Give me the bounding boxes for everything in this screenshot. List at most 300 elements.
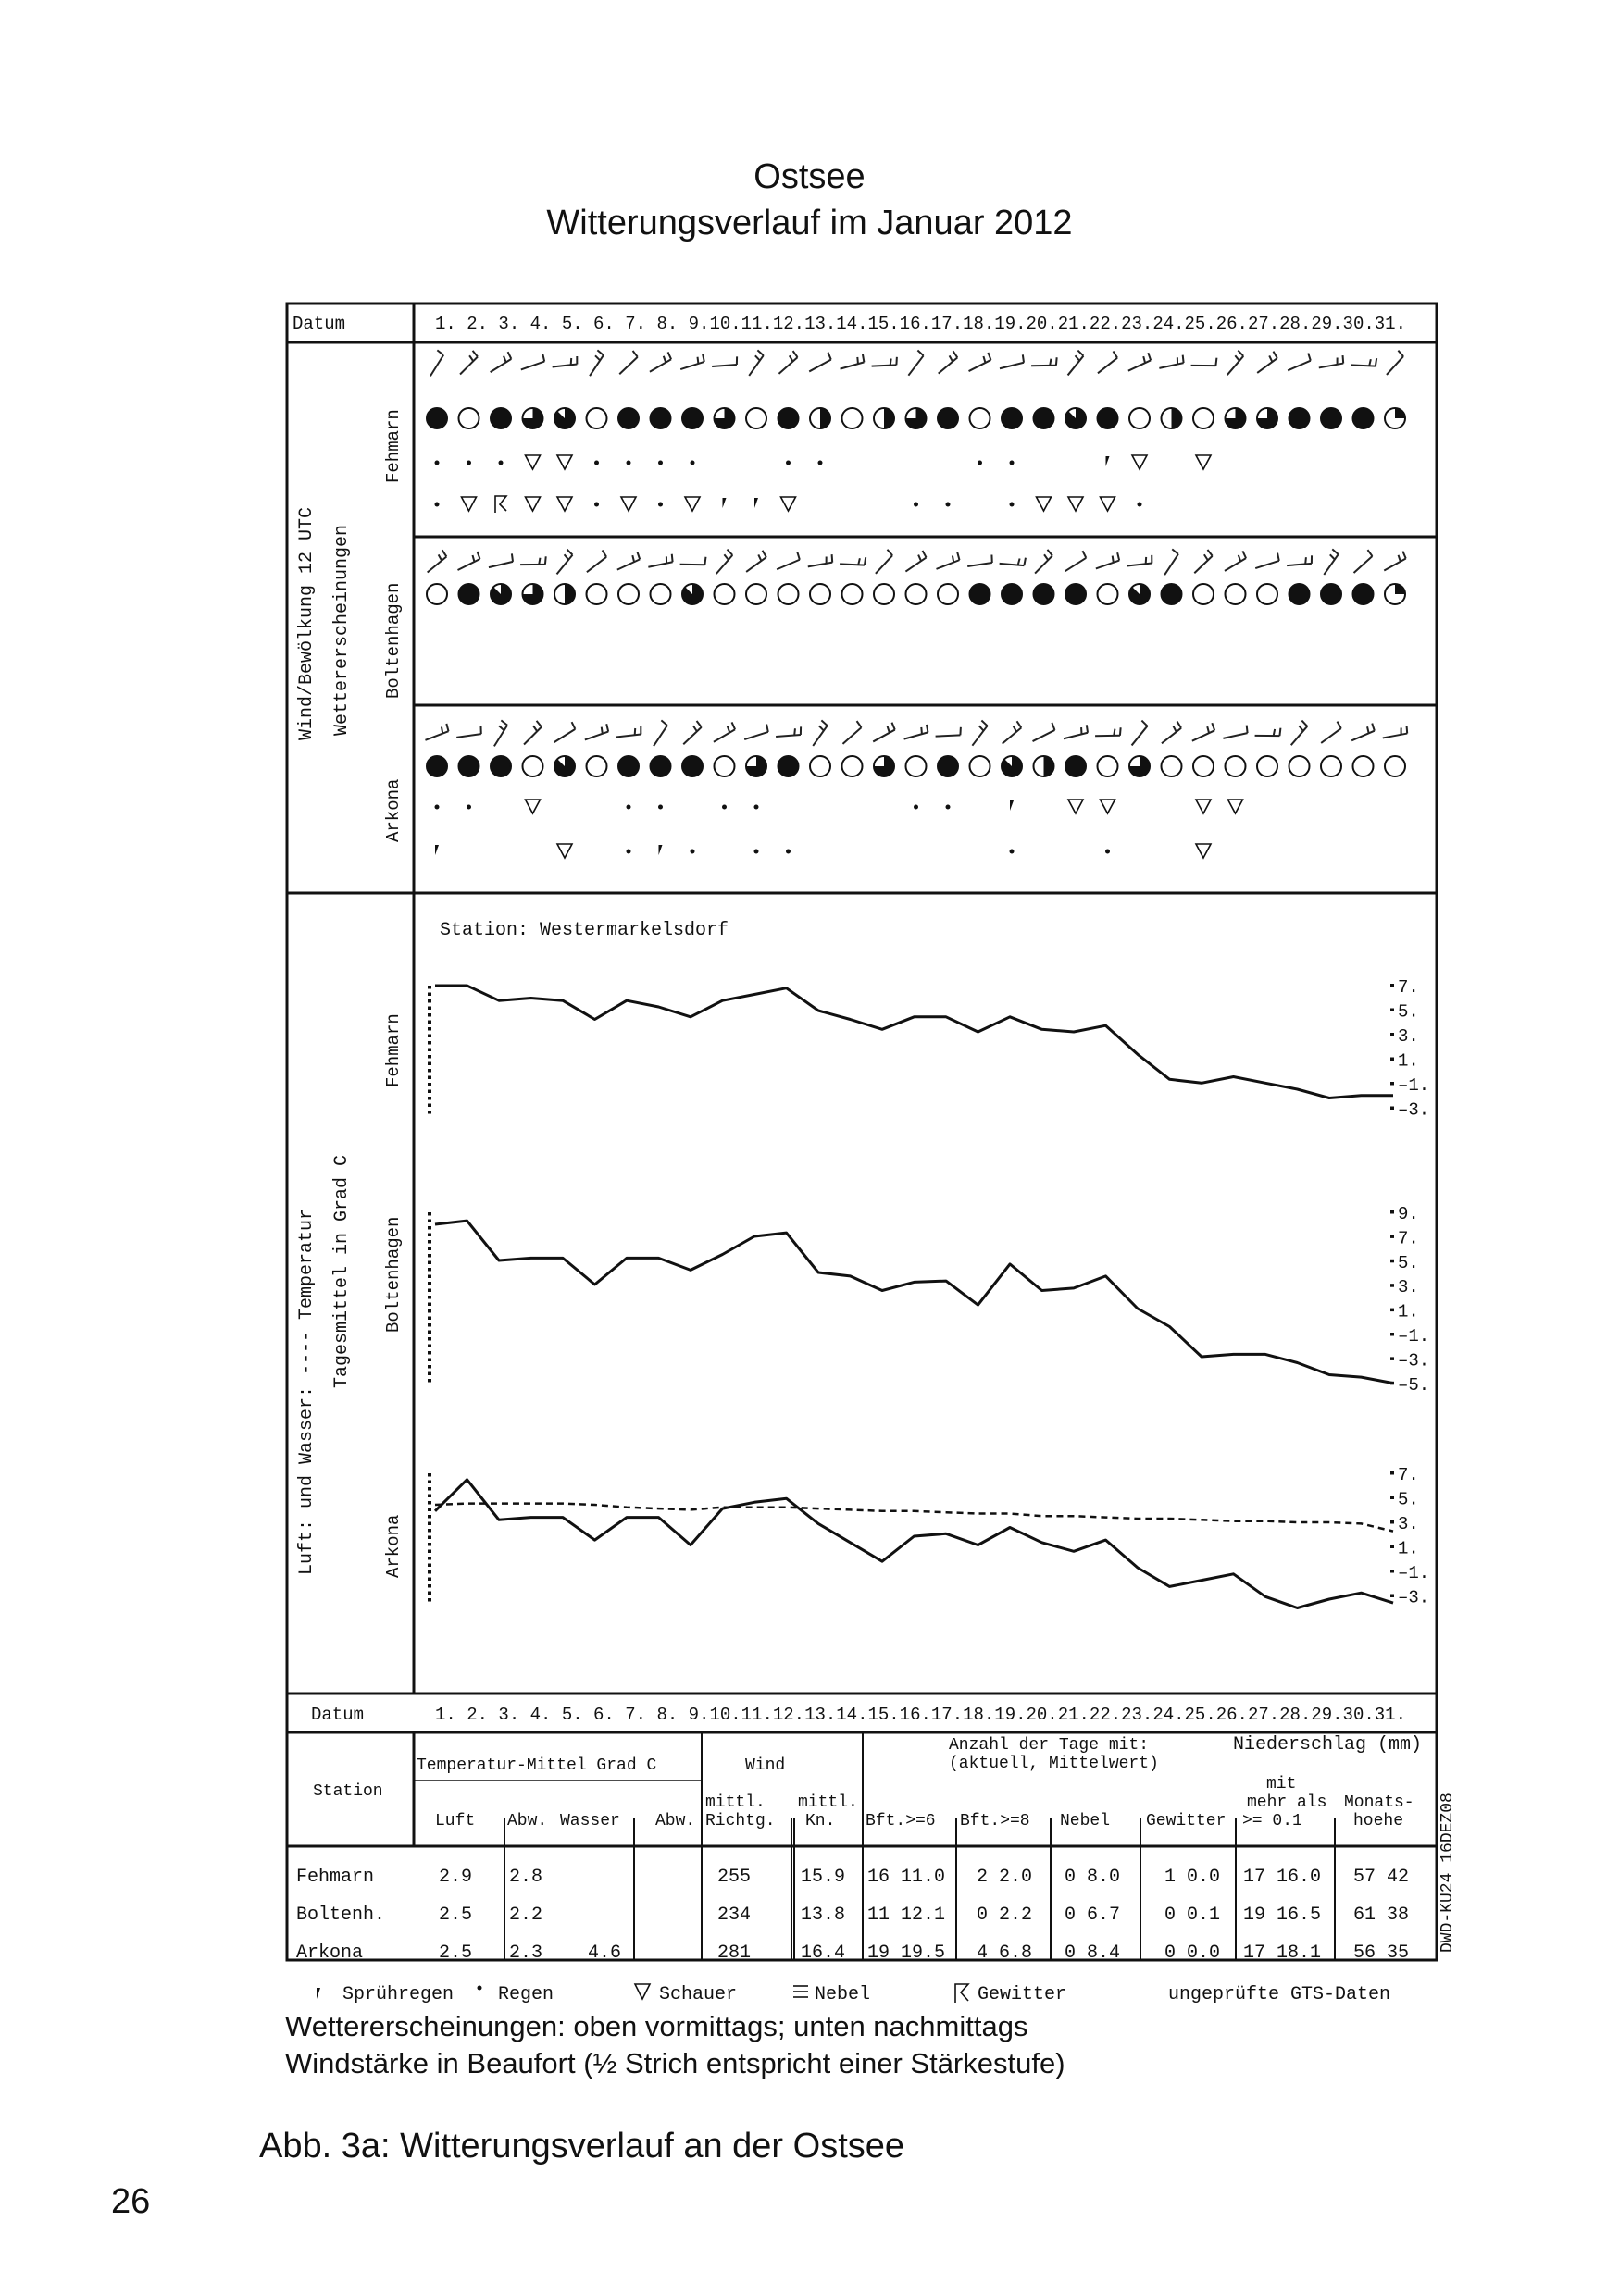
wind-barb [1191,349,1219,376]
cloud-cover-symbol [1129,408,1150,428]
summary-table [296,1732,1457,1964]
wind-barb [583,550,608,572]
cloud-cover-symbol [938,584,958,604]
cloud-cover-symbol [778,584,799,604]
cloud-cover-symbol [554,408,575,428]
cloud-cover-symbol [523,756,543,776]
row-kn: 15.9 [801,1867,846,1888]
row-mit: 17 16.0 [1243,1867,1322,1888]
scale-tick-left [428,1598,431,1602]
weather-symbol-shower [1196,844,1211,858]
weather-symbol-shower [526,800,541,813]
wind-barb [1000,351,1026,374]
weather-symbol-rain [946,805,951,810]
scale-tick-right [1390,1309,1394,1312]
hdr-station: Station [313,1782,383,1801]
weather-symbol-drizzle [659,845,663,855]
cloud-cover-symbol [554,756,575,776]
scale-tick-left [428,1212,431,1216]
weather-symbol-shower [462,497,477,511]
hdr-richtg-2: Richtg. [705,1812,776,1831]
wind-barb [425,722,449,742]
cloud-cover-symbol [427,584,447,604]
row-mit: 17 18.1 [1243,1942,1322,1964]
temperature-lines [428,977,1429,1608]
wind-barb [808,353,831,372]
wind-barb [1315,548,1344,575]
cloud-cover-symbol [1162,584,1182,604]
cloud-cover-symbol [970,408,990,428]
scale-tick-right [1390,1058,1394,1061]
cloud-cover-symbol [1065,756,1086,776]
cloud-cover-symbol [906,408,927,428]
wind-barb [1095,719,1123,745]
weather-symbol-drizzle [435,845,439,855]
row-monats: 56 35 [1353,1942,1410,1964]
wind-barb [840,548,868,575]
series-line-arkona-luft [435,1480,1393,1608]
cloud-cover-symbol [682,584,703,604]
cloud-cover-symbol [1098,584,1118,604]
scale-tick-left [428,1049,431,1052]
scale-tick-left [428,1365,431,1369]
scale-tick-left [428,1570,431,1574]
cloud-cover-symbol [1129,756,1150,776]
wind-barb [1349,549,1375,573]
scale-tick-right [1390,1545,1394,1549]
row-richtg: 281 [717,1942,752,1964]
thunder-icon [955,1984,968,2003]
scale-tick-right [1390,984,1394,987]
wind-barb [934,351,960,374]
wind-barb [456,720,483,745]
wind-barb [841,351,866,373]
hdr-mit-3: >= 0.1 [1242,1812,1302,1831]
wind-barb [743,550,768,572]
wind-barb [585,722,609,743]
scale-tick-left [428,1240,431,1244]
hdr-wasser: Wasser [560,1812,620,1831]
scale-tick-left [428,1550,431,1554]
datum-label-top: Datum [293,314,346,334]
scale-tick-left [428,1027,431,1031]
cloud-cover-symbol [842,408,863,428]
weather-symbols [435,455,1243,858]
cloud-cover-symbol [651,408,671,428]
cloud-cover-symbol [1257,756,1277,776]
row-nebel: 0 8.4 [1065,1942,1121,1964]
ytick-label: 3. [1398,1514,1419,1534]
wind-barb [455,350,481,375]
weather-symbol-shower [526,455,541,469]
cloud-symbols [427,408,1405,776]
shower-icon [635,1984,650,1999]
row-monats: 57 42 [1353,1867,1410,1888]
row-mit: 19 16.5 [1243,1905,1322,1926]
scale-tick-left [428,1481,431,1484]
cloud-cover-symbol [1002,408,1022,428]
cloud-cover-symbol [1034,756,1054,776]
wind-barb [1224,551,1247,571]
row-abw: 2.2 [509,1905,543,1926]
ytick-label: –5. [1398,1374,1430,1396]
cloud-cover-symbol [1321,408,1341,428]
wind-barb [553,722,577,742]
row-station: Arkona [296,1942,364,1964]
wind-barb [617,552,641,571]
cloud-cover-symbol [1065,584,1086,604]
cloud-cover-symbol [874,756,894,776]
cloud-cover-symbol [1098,408,1118,428]
scale-tick-left [428,1111,431,1114]
weather-symbol-rain [594,503,599,507]
days-row-top: 1. 2. 3. 4. 5. 6. 7. 8. 9.10.11.12.13.14.15.16.17.18.19.20.21.22.23.24.25.26.27.28.29.30.31. [435,314,1406,334]
wind-barb [1159,350,1185,373]
legend-fog: Nebel [815,1984,871,2005]
cloud-cover-symbol [618,756,639,776]
hdr-luft: Luft [435,1812,476,1831]
weather-symbol-rain [435,805,440,810]
ytick-label: –1. [1398,1326,1430,1347]
station-label-fehmarn-chart: Fehmarn [383,1013,404,1087]
symbol-legend [317,1984,1390,2005]
wind-barb [872,723,895,742]
page-number: 26 [111,2182,151,2221]
cloud-cover-symbol [1034,584,1054,604]
scale-tick-left [428,1345,431,1348]
wind-barb [484,719,513,747]
wind-barb [1064,551,1088,571]
scale-tick-left [428,1501,431,1505]
row-nebel: 0 8.0 [1065,1867,1121,1888]
wind-barb [616,720,643,745]
scale-tick-left [428,1351,431,1355]
weather-symbol-rain [914,503,918,507]
wind-barb [649,352,672,372]
cloud-cover-symbol [682,756,703,776]
scale-tick-left [428,1226,431,1230]
row-gewitter: 1 0.0 [1164,1867,1221,1888]
scale-tick-left [428,1254,431,1258]
scale-tick-left [428,1007,431,1011]
scale-tick-left [428,1487,431,1491]
wind-barb [776,720,803,746]
row-station: Fehmarn [296,1867,375,1888]
cloud-cover-symbol [554,584,575,604]
weather-symbol-rain [786,461,791,465]
weather-symbol-shower [1068,800,1083,813]
wind-barb [838,720,864,744]
cloud-cover-symbol [1162,756,1182,776]
cloud-cover-symbol [1065,408,1086,428]
weather-symbol-drizzle [1010,800,1014,811]
scale-tick-left [428,1062,431,1066]
ytick-label: 3. [1398,1026,1419,1047]
row-abw: 2.8 [509,1867,543,1888]
row-luft: 2.9 [439,1867,473,1888]
scale-tick-left [428,1379,431,1383]
hdr-kn-2: Kn. [805,1812,836,1831]
cloud-cover-symbol [906,584,927,604]
weather-symbol-shower [1101,800,1115,813]
hdr-days-2: (aktuell, Mittelwert) [949,1755,1159,1773]
cloud-cover-symbol [1289,584,1310,604]
scale-tick-right [1390,1235,1394,1238]
weather-symbol-rain [722,805,727,810]
hdr-temp-group: Temperatur-Mittel Grad C [417,1756,657,1775]
cloud-cover-symbol [459,584,479,604]
figure-caption: Abb. 3a: Witterungsverlauf an der Ostsee [259,2127,905,2166]
scale-tick-left [428,1584,431,1588]
wind-barb [965,719,992,746]
ytick-label: 1. [1398,1538,1419,1559]
scale-tick-left [428,1303,431,1307]
scale-tick-left [428,1268,431,1272]
row-gewitter: 0 0.0 [1164,1942,1221,1964]
scale-tick-left [428,1296,431,1299]
cloud-cover-symbol [618,584,639,604]
scale-tick-right [1390,1570,1394,1573]
cloud-cover-symbol [1226,408,1246,428]
weather-symbol-rain [914,805,918,810]
note-line-2: Windstärke in Beaufort (½ Strich entspricht einer Stärkestufe) [285,2047,1065,2079]
scale-tick-right [1390,1357,1394,1360]
station-label-boltenhagen-chart: Boltenhagen [383,1216,404,1333]
weather-symbol-rain [627,461,631,465]
wind-barb [1127,549,1154,574]
cloud-cover-symbol [1098,756,1118,776]
weather-symbol-rain [754,805,759,810]
wind-barb [903,551,928,572]
cloud-cover-symbol [1193,756,1214,776]
scale-tick-left [428,1069,431,1073]
weather-symbol-rain [658,461,663,465]
wind-barb [713,722,736,742]
days-row-bottom: 1. 2. 3. 4. 5. 6. 7. 8. 9.10.11.12.13.14.15.16.17.18.19.20.21.22.23.24.25.26.27.28.29.30.31. [435,1705,1406,1725]
cloud-cover-symbol [874,584,894,604]
scale-tick-left [428,1261,431,1265]
wind-barb [1383,720,1410,744]
hdr-niederschlag: Niederschlag (mm) [1233,1734,1423,1756]
weather-symbol-thunder [495,496,506,513]
cloud-cover-symbol [778,756,799,776]
hdr-mit-2: mehr als [1247,1793,1327,1812]
wind-barb [1029,549,1056,574]
cloud-cover-symbol [1385,584,1405,604]
wind-barb [489,550,515,573]
ytick-label: 7. [1398,977,1419,998]
hdr-monats-1: Monats- [1344,1793,1414,1812]
hdr-wind: Wind [745,1756,786,1775]
cloud-cover-symbol [491,408,511,428]
cloud-cover-symbol [1257,584,1277,604]
wind-barb [489,352,513,372]
weather-symbol-shower [557,497,572,511]
ytick-label: 1. [1398,1301,1419,1322]
wind-barb [1155,548,1184,575]
scale-tick-right [1390,1260,1394,1263]
row-bft6: 16 11.0 [867,1867,946,1888]
ytick-label: –3. [1398,1099,1430,1121]
legend-rain: Regen [498,1984,554,2005]
cloud-cover-symbol [1129,584,1150,604]
weather-symbol-shower [1068,497,1083,511]
cloud-cover-symbol [491,756,511,776]
wind-barb [549,548,577,574]
cloud-cover-symbol [1162,408,1182,428]
wind-barb [518,720,545,745]
scale-tick-left [428,1076,431,1080]
wind-barb [1094,351,1120,373]
wind-barb [1064,721,1090,744]
series-line-boltenhagen-luft [435,1221,1393,1384]
weather-symbol-rain [594,461,599,465]
wind-barb [1287,549,1314,574]
scale-tick-left [428,1309,431,1313]
weather-symbol-shower [1101,497,1115,511]
hdr-nebel: Nebel [1060,1812,1111,1831]
cloud-cover-symbol [651,756,671,776]
weather-symbol-rain [1105,850,1110,854]
scale-tick-left [428,1372,431,1376]
ytick-label: 5. [1398,1489,1419,1510]
wind-barb [1255,550,1280,571]
row-richtg: 234 [717,1905,752,1926]
page-title: Ostsee [753,157,866,196]
weather-symbol-rain [818,461,823,465]
cloud-cover-symbol [715,408,735,428]
hdr-bft8: Bft.>=8 [960,1812,1030,1831]
row-wasser: 4.6 [588,1942,622,1964]
weather-symbol-rain [754,850,759,854]
weather-symbol-rain [1010,461,1015,465]
legend-drizzle: Sprühregen [342,1984,455,2005]
cloud-cover-symbol [1193,408,1214,428]
legend-thunder: Gewitter [978,1984,1067,2005]
wind-barb [1096,551,1120,572]
cloud-cover-symbol [810,756,830,776]
hdr-mit-1: mit [1266,1775,1297,1793]
wind-barb [904,721,929,743]
hdr-abw: Abw. [507,1812,548,1831]
scale-tick-left [428,1013,431,1017]
wind-barb [1060,349,1088,375]
wind-barb [1192,723,1214,742]
scale-tick-left [428,1508,431,1512]
weather-symbol-rain [946,503,951,507]
cloud-cover-symbol [746,756,766,776]
wind-barb [520,548,548,574]
weather-symbol-rain [435,503,440,507]
cloud-cover-symbol [651,584,671,604]
weather-symbol-rain [658,503,663,507]
cloud-cover-symbol [810,584,830,604]
wind-barb [1319,350,1346,374]
weather-symbol-rain [627,850,631,854]
cloud-cover-symbol [587,756,607,776]
ytick-label: –3. [1398,1350,1430,1371]
scale-tick-left [428,1083,431,1086]
scale-tick-left [428,1282,431,1285]
scale-tick-left [428,986,431,989]
scale-tick-left [428,1317,431,1321]
wind-barb [741,349,769,376]
wind-barb [648,549,674,572]
wind-barb [901,349,928,376]
scale-tick-right [1390,1009,1394,1012]
weather-symbol-drizzle [754,498,758,508]
scale-tick-left [428,1536,431,1540]
wind-barb [1288,352,1311,371]
scale-tick-left [428,1275,431,1279]
ytick-label: –1. [1398,1563,1430,1583]
cloud-cover-symbol [491,584,511,604]
cloud-cover-symbol [1226,584,1246,604]
wind-barb [1351,349,1379,376]
wind-barb [521,352,545,373]
scale-tick-left [428,1359,431,1362]
temp-section-label: Luft: und Wasser: ---- Temperatur [296,1208,318,1575]
weather-symbol-rain [978,461,982,465]
cloud-cover-symbol [715,584,735,604]
wind-barb [1158,721,1184,743]
weather-symbol-shower [557,455,572,469]
scale-tick-left [428,1495,431,1498]
scale-tick-right [1390,1107,1394,1111]
weather-symbol-drizzle [1106,456,1110,466]
wind-barb [1380,350,1408,375]
wind-barb [678,720,704,744]
wind-barb [553,350,579,375]
cloud-cover-symbol [1385,756,1405,776]
scale-tick-left [428,1564,431,1568]
weather-symbol-rain [467,805,471,810]
scale-tick-left [428,993,431,997]
ytick-label: 5. [1398,1001,1419,1023]
scale-tick-left [428,1097,431,1100]
wind-barb [937,551,961,571]
row-station: Boltenh. [296,1905,386,1926]
scale-tick-left [428,1055,431,1059]
cloud-cover-symbol [1321,584,1341,604]
row-bft6: 19 19.5 [867,1942,946,1964]
weather-section-label: Wettererscheinungen [331,524,353,736]
cloud-cover-symbol [427,408,447,428]
wind-barb [614,350,641,374]
wind-barb [680,548,709,575]
scale-tick-left [428,1234,431,1237]
scale-tick-left [428,1090,431,1094]
drizzle-icon [317,1988,320,1999]
weather-symbol-shower [1196,800,1211,813]
row-kn: 13.8 [801,1905,846,1926]
weather-symbol-rain [691,461,695,465]
cloud-cover-symbol [1289,756,1310,776]
ytick-label: 7. [1398,1228,1419,1249]
cloud-cover-symbol [1257,408,1277,428]
row-bft8: 4 6.8 [977,1942,1033,1964]
cloud-cover-symbol [1385,408,1405,428]
station-note: Station: Westermarkelsdorf [440,920,729,941]
cloud-cover-symbol [1193,584,1214,604]
weather-symbol-rain [435,461,440,465]
weather-symbol-shower [1228,800,1243,813]
wind-barb [998,721,1024,744]
wind-barb [644,719,673,746]
wind-barb [872,349,900,375]
cloud-cover-symbol [1353,584,1374,604]
cloud-cover-symbol [715,756,735,776]
